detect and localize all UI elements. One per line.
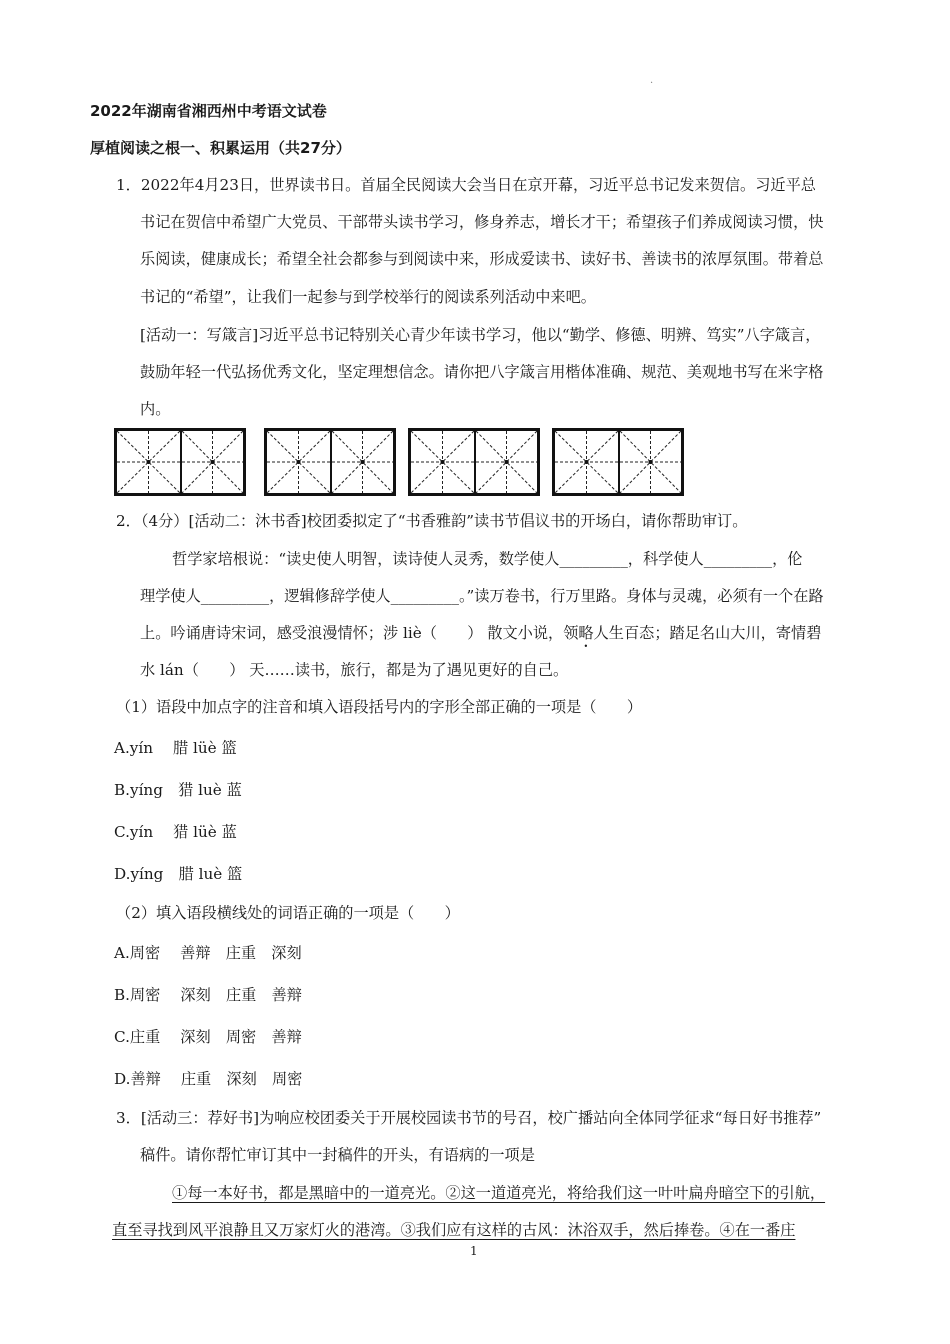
q3-line-2: 稿件。请你帮忙审订其中一封稿件的开头，有语病的一项是 [140, 1146, 535, 1164]
mizi-cell[interactable] [180, 431, 243, 493]
mizi-guide-lines [267, 431, 330, 493]
q2-sub2-option-a[interactable]: A.周密 善辩 庄重 深刻 [114, 944, 302, 962]
q1-line-2: 书记在贺信中希望广大党员、干部带头读书学习，修身养志，增长才干；希望孩子们养成阅读习惯，快 [140, 213, 824, 231]
mizi-cell[interactable] [474, 431, 537, 493]
mizi-guide-lines [117, 431, 180, 493]
mizi-center-dot [505, 460, 509, 464]
mizi-pair[interactable] [264, 428, 396, 496]
mizi-cell[interactable] [117, 431, 180, 493]
q2-sub2-option-b[interactable]: B.周密 深刻 庄重 善辩 [114, 986, 302, 1004]
q1-line-1: 1．2022年4月23日，世界读书日。首届全民阅读大会当日在京开幕，习近平总书记发来贺信。习近平总 [116, 176, 816, 194]
mizi-center-dot [297, 460, 301, 464]
mizi-pair[interactable] [114, 428, 246, 496]
mizi-guide-lines [476, 431, 537, 493]
q2-passage-line-3: 上。吟诵唐诗宋词，感受浪漫情怀；涉 liè（ ） 散文小说，领略人生百态；踏足名山大川，寄情碧 [140, 624, 822, 642]
mizi-guide-lines [411, 431, 474, 493]
q2-sub1-stem: （1）语段中加点字的注音和填入语段括号内的字形全部正确的一项是（ ） [116, 698, 643, 716]
q2-passage-line-1: 哲学家培根说：“读史使人明智，读诗使人灵秀，数学使人_________，科学使人_________，伦 [172, 550, 803, 568]
q2-intro: 2．（4分）[活动二：沐书香]校团委拟定了“书香雅韵”读书节倡议书的开场白，请你帮助审订。 [116, 512, 748, 530]
mizi-guide-lines [182, 431, 243, 493]
q1-line-6: 鼓励年轻一代弘扬优秀文化，坚定理想信念。请你把八字箴言用楷体准确、规范、美观地书写在米字格 [140, 363, 824, 381]
mizi-center-dot [441, 460, 445, 464]
q2-sub1-option-b[interactable]: B.yíng 猎 luè 蓝 [114, 781, 242, 799]
q3-passage-line-2: 直至寻找到风平浪静且又万家灯火的港湾。③我们应有这样的古风：沐浴双手，然后捧卷。④在一番庄 [112, 1221, 796, 1239]
mizi-pair[interactable] [408, 428, 540, 496]
mizi-grid-row [114, 428, 874, 498]
mizi-cell[interactable] [267, 431, 330, 493]
mizi-cell[interactable] [411, 431, 474, 493]
mizi-guide-lines [555, 431, 618, 493]
mizi-center-dot [361, 460, 365, 464]
q2-passage-line-4: 水 lán（ ） 天……读书，旅行，都是为了遇见更好的自己。 [140, 661, 569, 679]
page-title: 2022年湖南省湘西州中考语文试卷 [90, 102, 327, 120]
mizi-guide-lines [332, 431, 393, 493]
q2-sub2-option-d[interactable]: D.善辩 庄重 深刻 周密 [114, 1070, 303, 1088]
emphasized-char: 略 [578, 624, 594, 642]
mizi-center-dot [211, 460, 215, 464]
q2-sub1-option-d[interactable]: D.yíng 腊 luè 篮 [114, 865, 243, 883]
q2-sub1-option-c[interactable]: C.yín 猎 lüè 蓝 [114, 823, 237, 841]
q1-line-5: [活动一：写箴言]习近平总书记特别关心青少年读书学习，他以“勤学、修德、明辨、笃实”八字箴言， [140, 326, 821, 344]
q1-line-7: 内。 [140, 400, 171, 418]
q2-sub2-option-c[interactable]: C.庄重 深刻 周密 善辩 [114, 1028, 302, 1046]
mizi-center-dot [585, 460, 589, 464]
mizi-guide-lines [620, 431, 681, 493]
q2-passage-line-2: 理学使人_________，逻辑修辞学使人_________。”读万卷书，行万里路。身体与灵魂，必须有一个在路 [140, 587, 824, 605]
page-number: 1 [470, 1244, 478, 1258]
q3-passage-line-1: ①每一本好书，都是黑暗中的一道亮光。②这一道道亮光，将给我们这一叶叶扁舟暗空下的引航， [172, 1184, 826, 1202]
q2-sub1-option-a[interactable]: A.yín 腊 lüè 篮 [114, 739, 237, 757]
section-heading: 厚植阅读之根一、积累运用（共27分） [90, 139, 351, 157]
mizi-center-dot [147, 460, 151, 464]
mizi-cell[interactable] [555, 431, 618, 493]
q2-sub2-stem: （2）填入语段横线处的词语正确的一项是（ ） [116, 904, 460, 922]
page-mark: · [650, 78, 654, 89]
mizi-cell[interactable] [330, 431, 393, 493]
q1-line-4: 书记的“希望”，让我们一起参与到学校举行的阅读系列活动中来吧。 [140, 288, 596, 306]
q3-line-1: 3．[活动三：荐好书]为响应校团委关于开展校园读书节的号召，校广播站向全体同学征求“每日好书推荐” [116, 1109, 822, 1127]
q1-line-3: 乐阅读，健康成长；希望全社会都参与到阅读中来，形成爱读书、读好书、善读书的浓厚氛围。带着总 [140, 250, 824, 268]
mizi-center-dot [649, 460, 653, 464]
mizi-cell[interactable] [618, 431, 681, 493]
mizi-pair[interactable] [552, 428, 684, 496]
